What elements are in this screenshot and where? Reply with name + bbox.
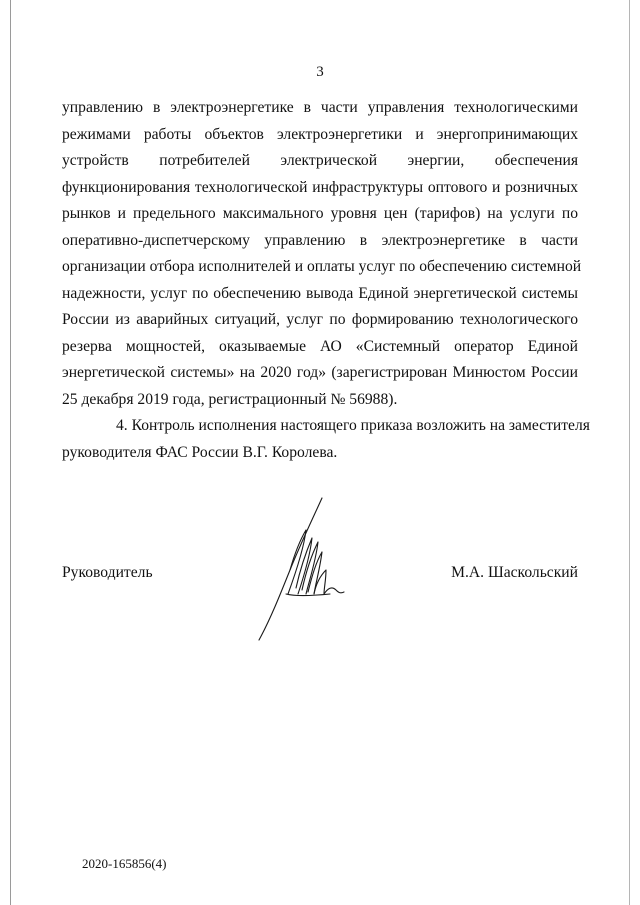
- text-line: рынков и предельного максимального уровня цен (тарифов) на услуги по: [62, 205, 578, 222]
- page-number: 3: [316, 64, 324, 80]
- handwritten-signature: [250, 490, 360, 645]
- text-line: резерва мощностей, оказываемые АО «Системный оператор Единой: [62, 337, 578, 355]
- signer-title: Руководитель: [62, 564, 153, 581]
- body-text: [62, 95, 590, 466]
- scan-edge-right: [629, 0, 630, 905]
- text-line: 4. Контроль исполнения настоящего приказа возложить на заместителя: [116, 417, 590, 434]
- signer-name: М.А. Шаскольский: [451, 564, 578, 581]
- text-line: России из аварийных ситуаций, услуг по формированию технологического: [62, 311, 578, 328]
- text-line: энергетической системы» на 2020 год» (зарегистрирован Минюстом России: [62, 364, 578, 381]
- text-line: надежности, услуг по обеспечению вывода Единой энергетической системы: [62, 284, 578, 302]
- document-code: 2020-165856(4): [82, 856, 167, 871]
- paragraph-continuation: [62, 95, 582, 413]
- paragraph-item-4: [62, 413, 590, 466]
- text-line: режимами работы объектов электроэнергетики и энергопринимающих: [62, 125, 578, 143]
- text-line: руководителя ФАС России В.Г. Королева.: [62, 443, 338, 461]
- text-line: устройств потребителей электрической энергии, обеспечения: [62, 152, 578, 169]
- scan-edge-left: [10, 0, 11, 905]
- text-line: оперативно-диспетчерскому управлению в электроэнергетике в части: [62, 231, 578, 249]
- text-line: управлению в электроэнергетике в части управления технологическими: [62, 99, 578, 116]
- text-line: 25 декабря 2019 года, регистрационный № 56988).: [62, 390, 398, 408]
- text-line: функционирования технологической инфраструктуры оптового и розничных: [62, 178, 578, 196]
- text-line: организации отбора исполнителей и оплаты услуг по обеспечению системной: [62, 258, 582, 275]
